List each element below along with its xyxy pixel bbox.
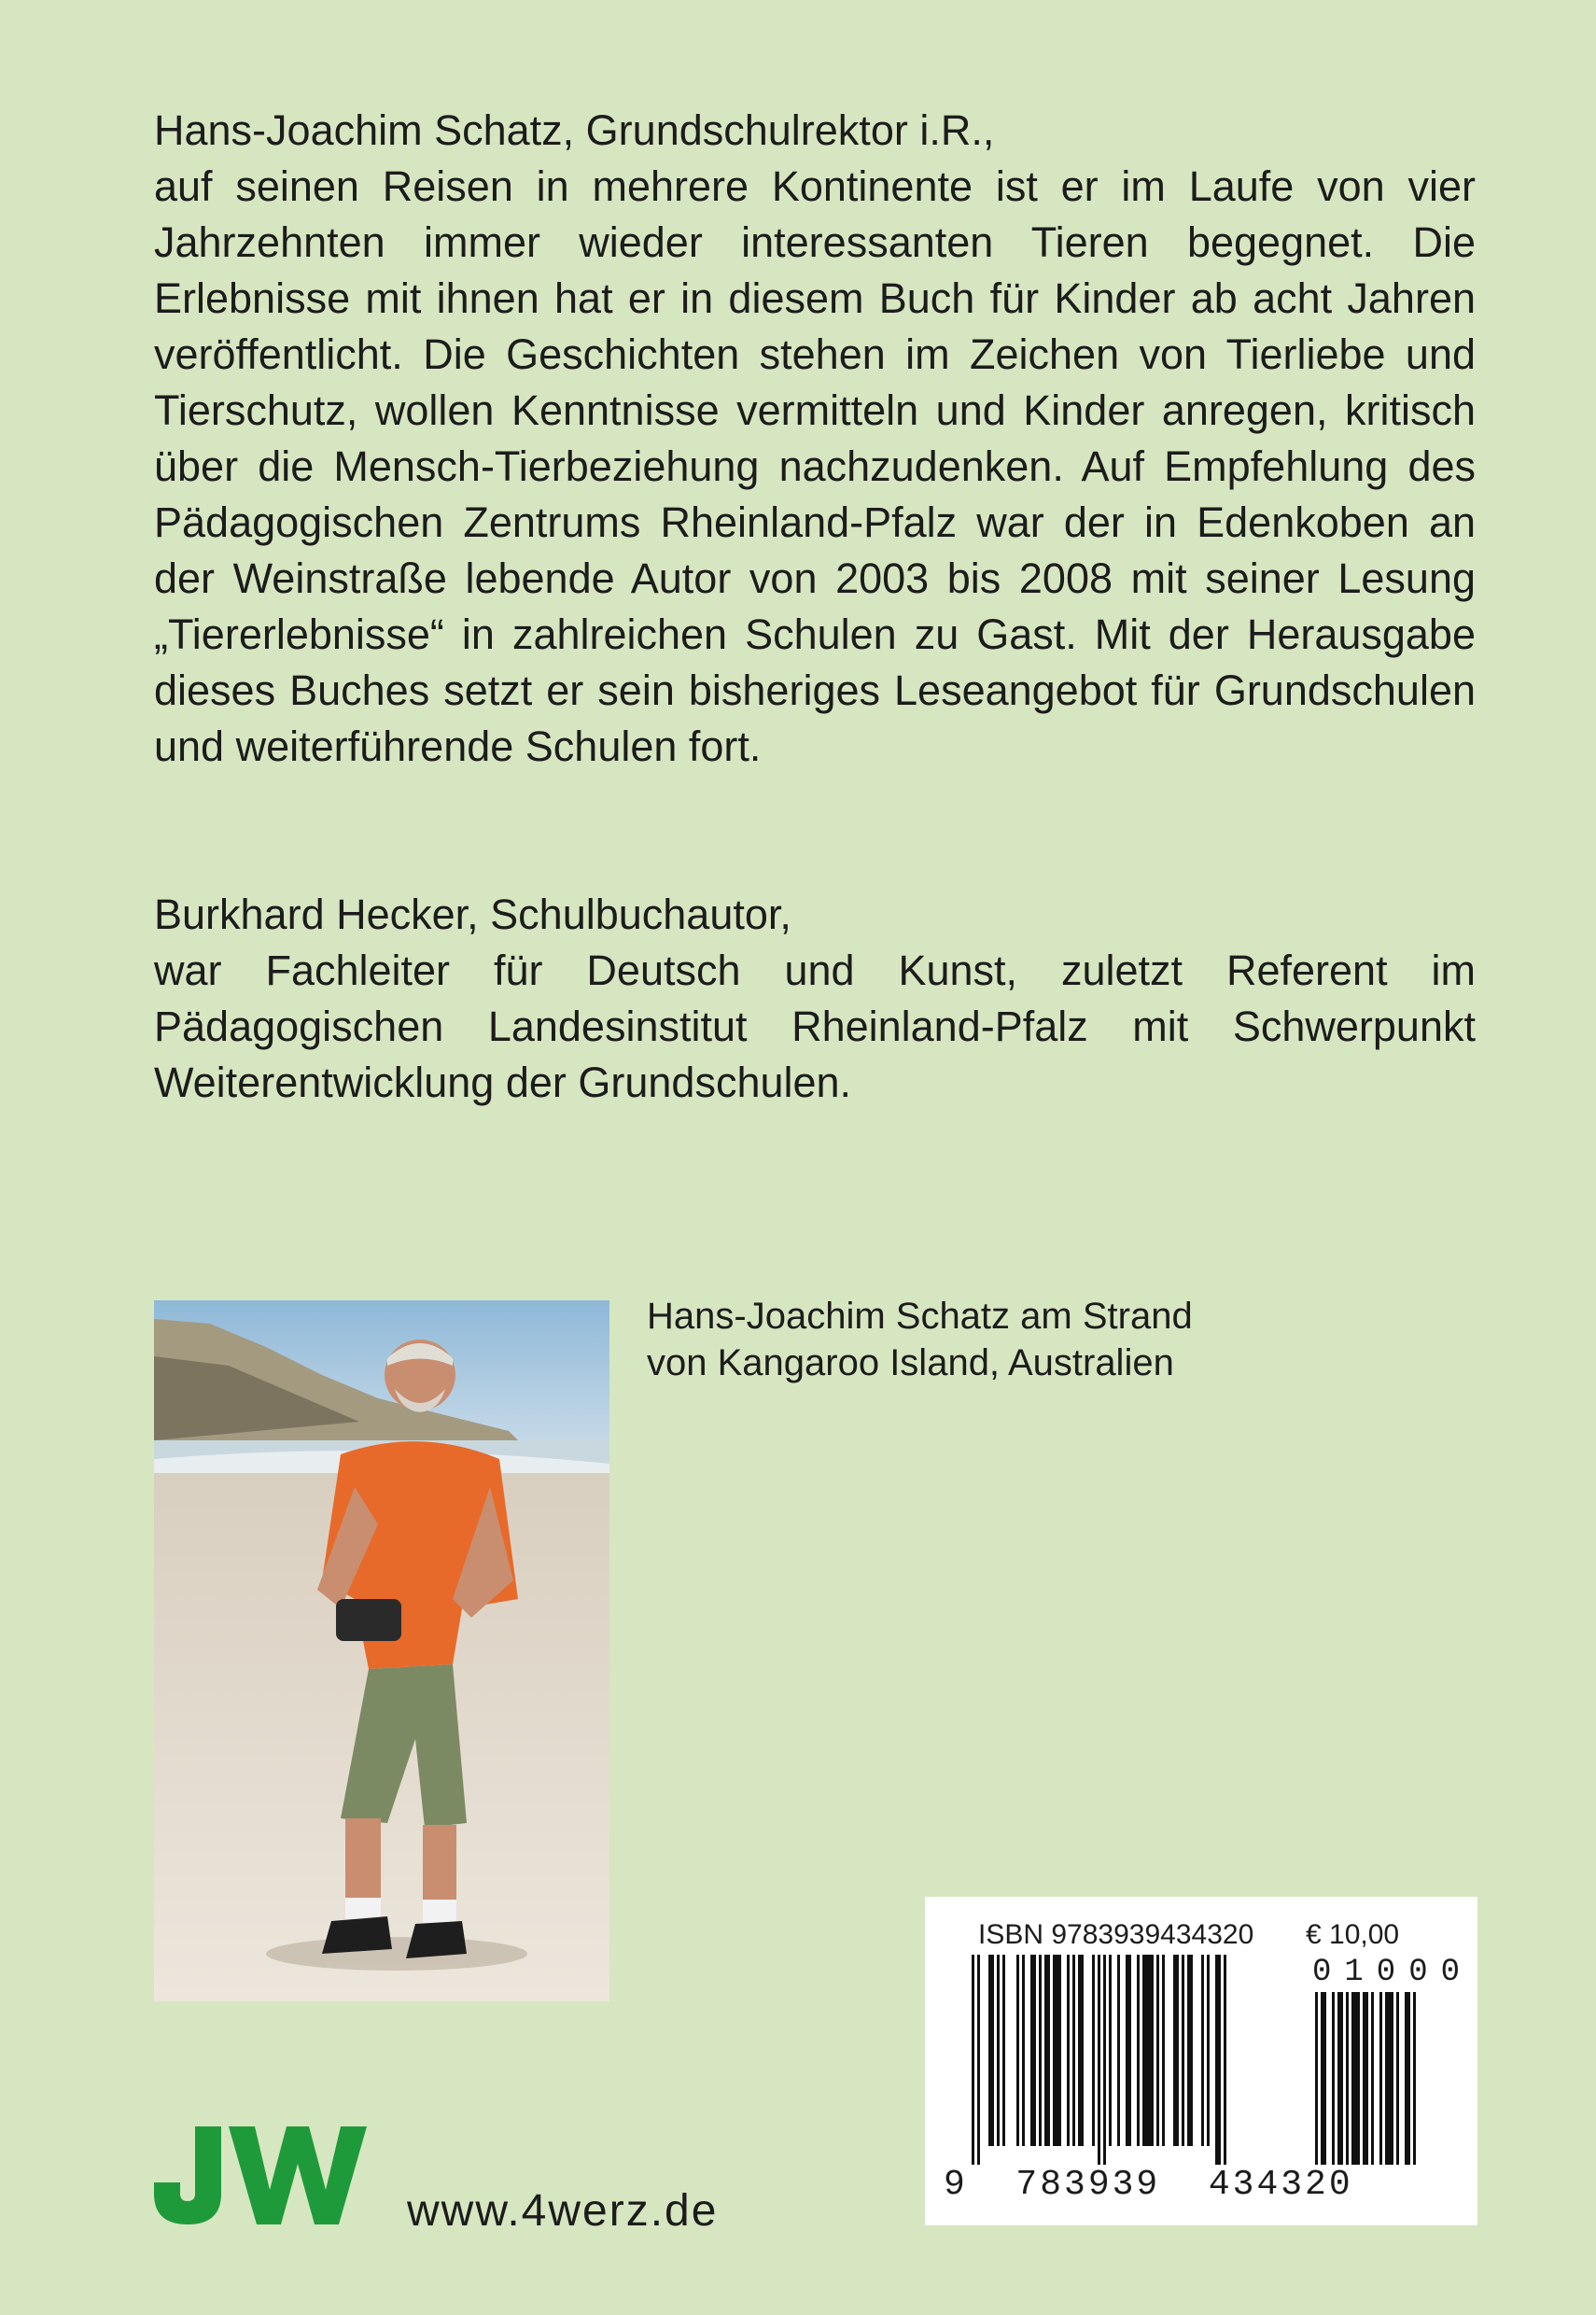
barcode-bar — [1315, 1992, 1318, 2165]
barcode-bar — [1371, 1992, 1374, 2165]
barcode-bar — [1092, 1955, 1095, 2146]
barcode-bar — [1156, 1955, 1159, 2146]
barcode-bar — [1224, 1955, 1226, 2165]
barcode-bar — [1182, 1955, 1184, 2146]
barcode-bar — [1173, 1955, 1179, 2146]
barcode-bar — [1016, 1955, 1019, 2146]
barcode-bar — [1137, 1955, 1140, 2146]
barcode-bar — [1207, 1955, 1210, 2146]
barcode-bar — [1337, 1992, 1343, 2165]
barcode-bar — [1201, 1955, 1204, 2146]
barcode-bar — [1187, 1955, 1193, 2146]
barcode-bar — [1098, 1955, 1100, 2165]
barcode-bar — [1321, 1992, 1326, 2165]
author2-text: war Fachleiter für Deutsch und Kunst, zuletzt Referent im Pädagogischen Landesinstitut Rheinland-Pfalz mit Schwerpunkt Weiterentwicklung der Grundschulen. — [154, 947, 1476, 1106]
barcode-bar — [1363, 1992, 1368, 2165]
isbn-label: ISBN 9783939434320 — [978, 1919, 1254, 1950]
barcode-bar — [1053, 1955, 1061, 2146]
barcode-box — [925, 1897, 1477, 2225]
barcode-bar — [1215, 1955, 1221, 2165]
author2-name: Burkhard Hecker, Schulbuchautor, — [154, 891, 791, 938]
barcode-bar — [1039, 1955, 1042, 2146]
barcode-bar — [1346, 1992, 1349, 2165]
author2-bio — [154, 887, 1476, 1111]
addon-digits: 01000 — [1312, 1955, 1474, 1990]
ean-barcode — [972, 1955, 1298, 2169]
barcode-bar — [1072, 1955, 1075, 2146]
barcode-bar — [1162, 1955, 1165, 2146]
barcode-bar — [1103, 1955, 1106, 2165]
barcode-bar — [1022, 1955, 1025, 2146]
barcode-bar — [1078, 1955, 1084, 2146]
publisher-logo — [154, 2126, 374, 2224]
barcode-bar — [988, 1955, 994, 2146]
barcode-bar — [1332, 1992, 1335, 2165]
barcode-bar — [1379, 1992, 1382, 2165]
barcode-bar — [1405, 1992, 1410, 2165]
barcode-bar — [1385, 1992, 1393, 2165]
barcode-bar — [1002, 1955, 1005, 2146]
barcode-bar — [1067, 1955, 1070, 2146]
barcode-bar — [997, 1955, 1000, 2146]
barcode-bar — [1117, 1955, 1120, 2146]
addon-barcode — [1315, 1992, 1464, 2169]
barcode-bar — [1126, 1955, 1131, 2146]
caption-line1: Hans-Joachim Schatz am Strand — [647, 1296, 1193, 1337]
barcode-bar — [1396, 1992, 1399, 2165]
barcode-bar — [1351, 1992, 1360, 2165]
barcode-bar — [1030, 1955, 1036, 2146]
barcode-bar — [1413, 1992, 1416, 2165]
barcode-bar — [972, 1955, 974, 2165]
ean-digits: 9 783939 434320 — [944, 2165, 1353, 2205]
author-photo — [154, 1300, 609, 2001]
price-label: € 10,00 — [1306, 1919, 1400, 1950]
caption-line2: von Kangaroo Island, Australien — [647, 1342, 1174, 1383]
publisher-url[interactable]: www.4werz.de — [407, 2186, 719, 2236]
photo-caption — [647, 1293, 1393, 1386]
author1-text: auf seinen Reisen in mehrere Kontinente ist er im Laufe von vier Jahrzehnten immer wieder interessanten Tieren begegnet. Die Erlebnisse mit ihnen hat er in diesem Buch für Kinder ab acht Jahren veröffentlicht. Die Geschichten stehen im Zeichen von Tierliebe und Tierschutz, wollen Kenntnisse vermitteln und Kinder anregen, kritisch über die Mensch-Tierbeziehung nachzudenken. Auf Empfehlung des Pädagogischen Zentrums Rheinland-Pfalz war der in Edenkoben an der Weinstraße lebende Autor von 2003 bis 2008 mit seiner Lesung „Tiererlebnisse“ in zahlreichen Schulen zu Gast. Mit der Herausgabe dieses Buches setzt er sein bisheriges Leseangebot für Grundschulen und weiterführende Schulen fort. — [154, 162, 1476, 770]
barcode-bar — [1109, 1955, 1112, 2146]
author1-name: Hans-Joachim Schatz, Grundschulrektor i.R., — [154, 106, 995, 154]
barcode-bar — [1142, 1955, 1154, 2146]
barcode-bar — [1044, 1955, 1050, 2146]
author1-bio — [154, 103, 1476, 775]
barcode-bar — [977, 1955, 980, 2165]
